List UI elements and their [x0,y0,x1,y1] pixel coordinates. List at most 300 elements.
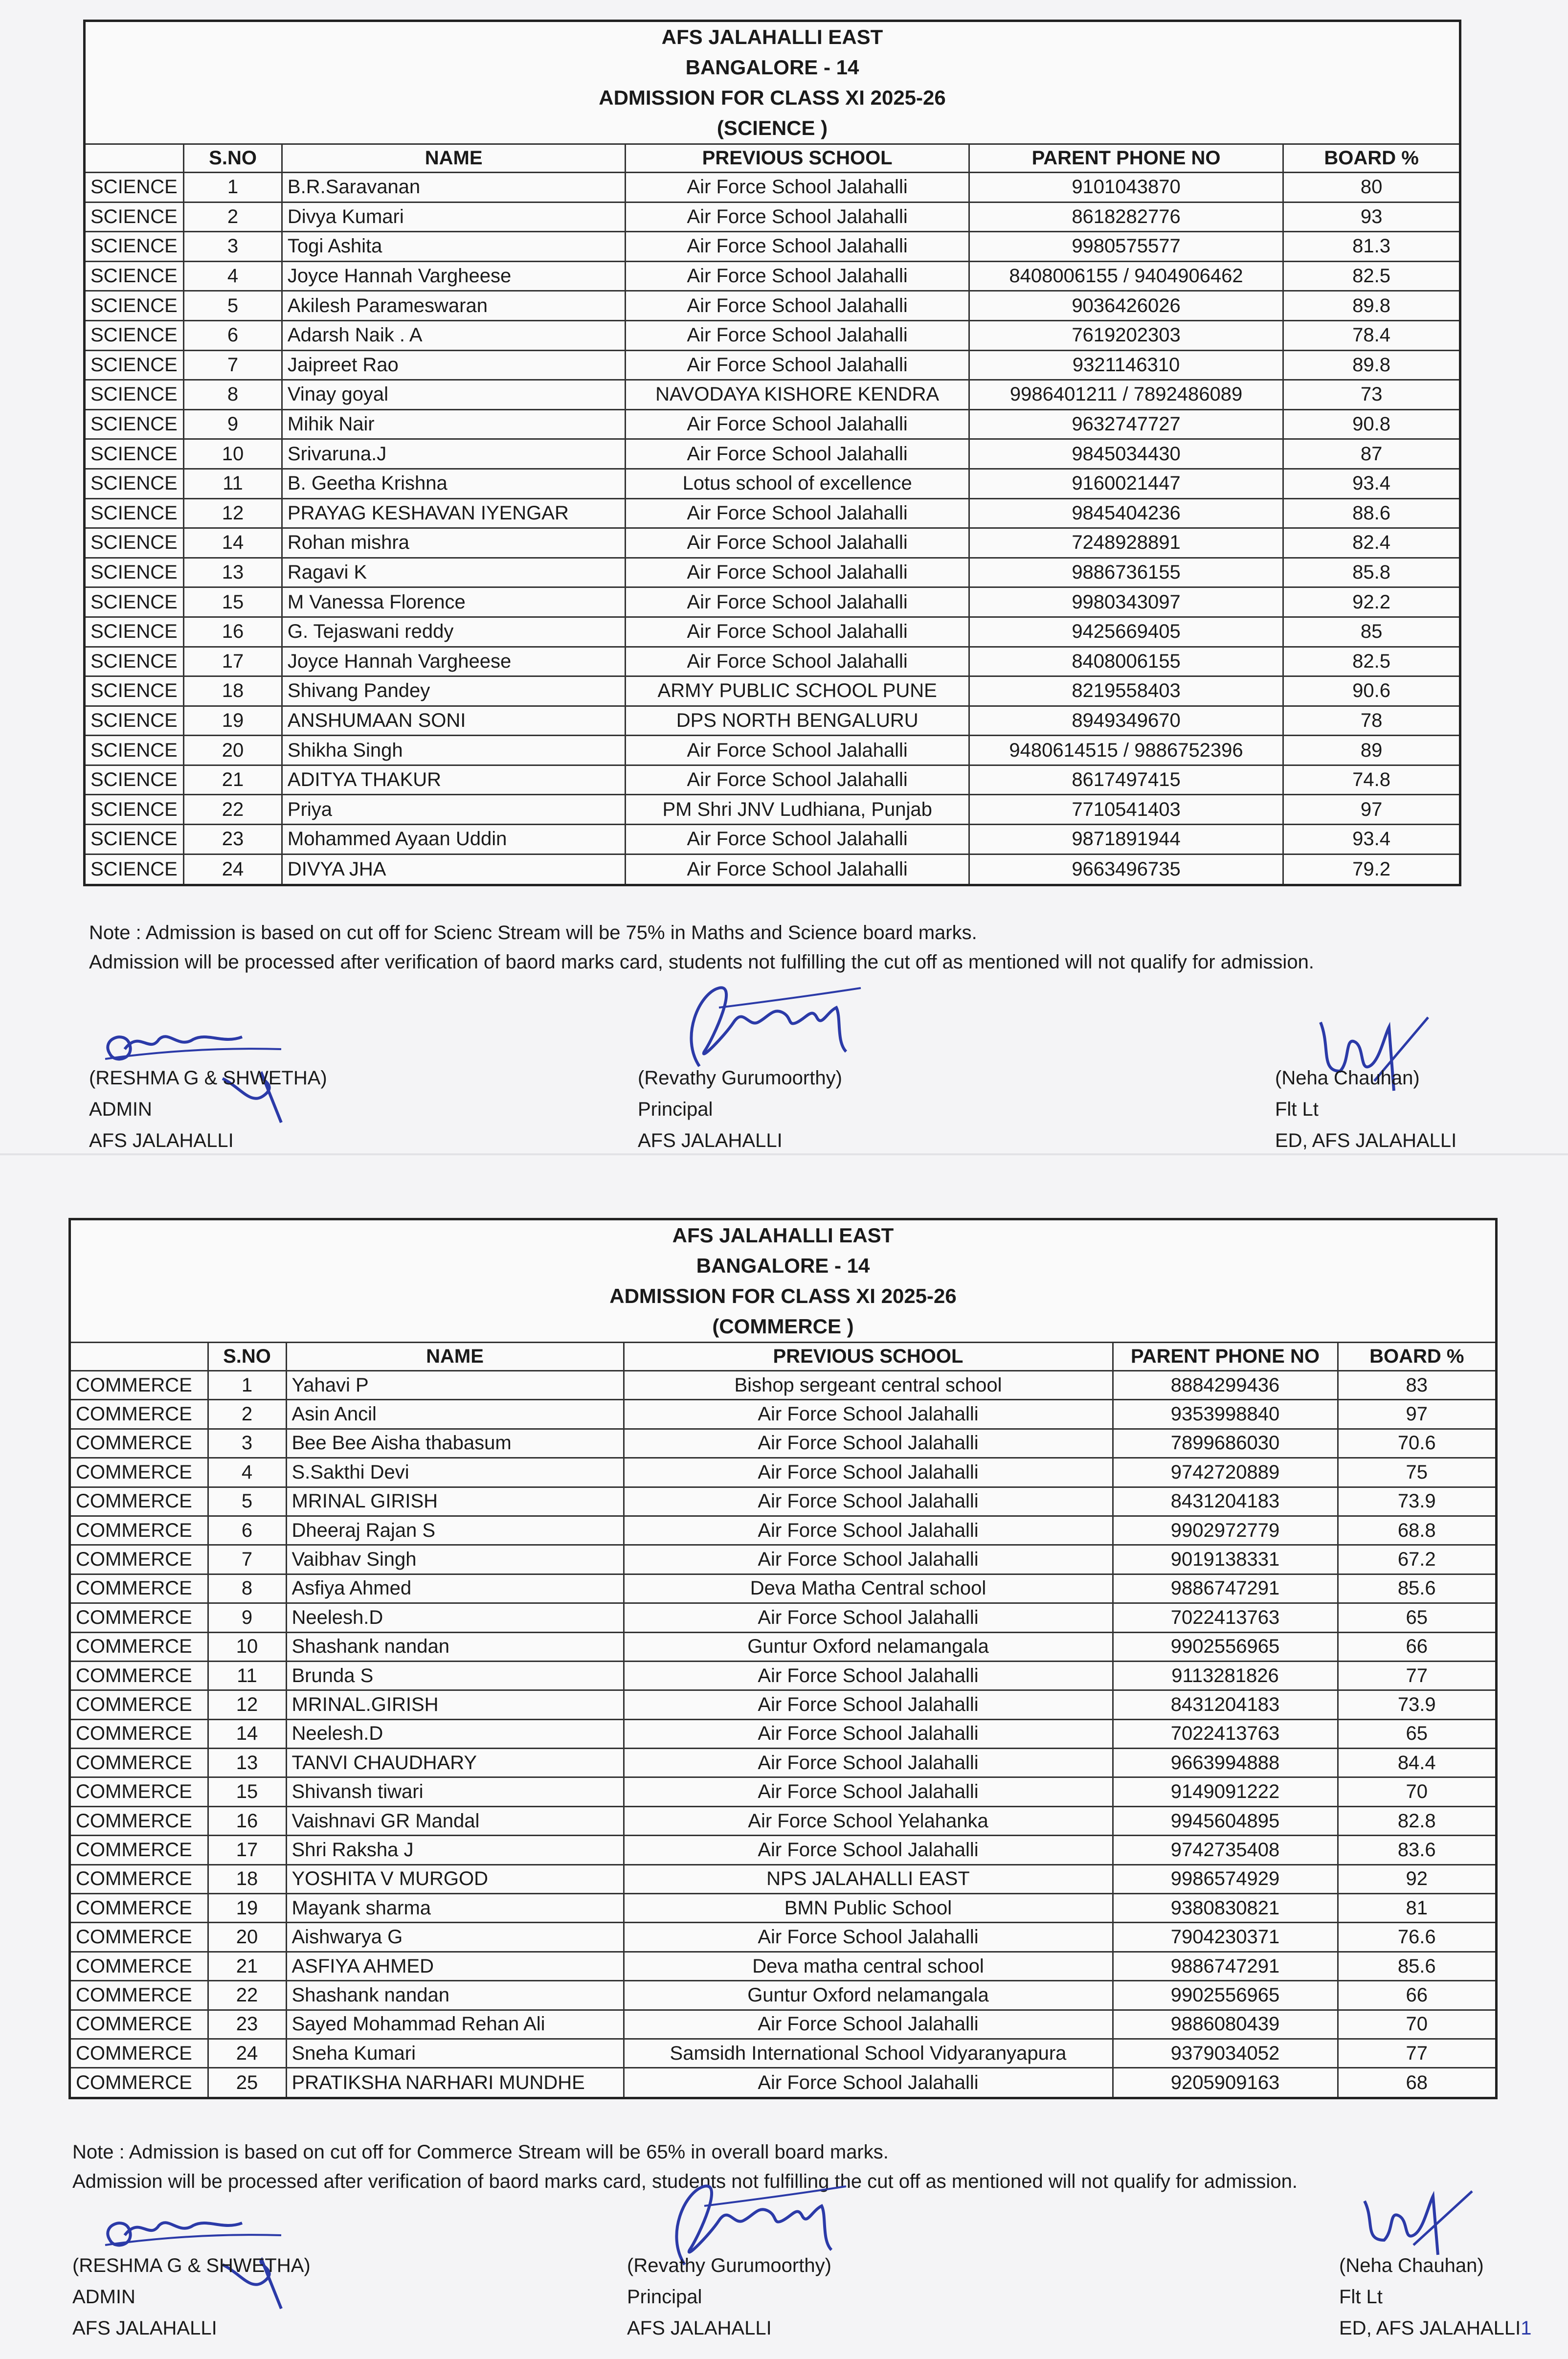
name-cell: Mohammed Ayaan Uddin [282,825,626,854]
previous-school-cell: Air Force School Jalahalli [624,1777,1113,1806]
table-row [71,1545,1495,1574]
table-row [86,795,1459,825]
principal-signatory [638,1062,842,1156]
signatory-role: Principal [638,1099,713,1120]
board-percent-cell: 87 [1283,439,1459,469]
board-percent-cell: 89.8 [1283,291,1459,321]
board-percent-cell: 85.6 [1338,1574,1495,1603]
board-percent-cell: 73.9 [1338,1487,1495,1516]
ed-signature-mark [1355,2162,1482,2257]
previous-school-cell: Air Force School Jalahalli [624,1690,1113,1719]
sno-cell: 24 [184,854,282,884]
parent-phone-cell: 8949349670 [969,706,1283,736]
signatory-name: (Neha Chauhan) [1275,1067,1420,1089]
table-row [86,291,1459,321]
science-table-body [86,173,1459,884]
sno-cell: 23 [208,2010,286,2039]
stream-cell: SCIENCE [86,320,184,350]
table-row [86,173,1459,202]
name-cell: Sneha Kumari [286,2039,624,2067]
name-cell: B.R.Saravanan [282,173,626,202]
table-row [86,647,1459,676]
board-percent-cell: 85 [1283,617,1459,647]
table-row [71,1981,1495,2010]
commerce-note-cutoff: Note : Admission is based on cut off for Commerce Stream will be 65% in overall board marks. [72,2141,889,2163]
parent-phone-cell: 9149091222 [1113,1777,1338,1806]
stream-cell: COMMERCE [71,1719,208,1748]
previous-school-cell: Air Force School Jalahalli [624,1603,1113,1632]
sno-cell: 16 [208,1806,286,1835]
col-previous-school: PREVIOUS SCHOOL [626,144,969,173]
signatory-org: AFS JALAHALLI [627,2317,772,2339]
board-percent-cell: 83.6 [1338,1836,1495,1865]
name-cell: S.Sakthi Devi [286,1458,624,1487]
sno-cell: 25 [208,2068,286,2097]
table-row [86,380,1459,410]
stream-cell: COMMERCE [71,1952,208,1980]
school-city: BANGALORE - 14 [685,56,859,79]
table-row [86,617,1459,647]
previous-school-cell: Bishop sergeant central school [624,1371,1113,1400]
parent-phone-cell: 9321146310 [969,350,1283,380]
sno-cell: 8 [208,1574,286,1603]
parent-phone-cell: 9036426026 [969,291,1283,321]
sno-cell: 5 [184,291,282,321]
name-cell: Asin Ancil [286,1400,624,1429]
board-percent-cell: 93 [1283,202,1459,232]
sno-cell: 13 [184,558,282,587]
table-row [71,1952,1495,1980]
col-stream [71,1343,208,1371]
table-row [86,439,1459,469]
stream-cell: COMMERCE [71,1632,208,1661]
parent-phone-cell: 9902972779 [1113,1516,1338,1545]
parent-phone-cell: 9945604895 [1113,1806,1338,1835]
name-cell: Shikha Singh [282,736,626,765]
name-cell: Shivang Pandey [282,676,626,706]
parent-phone-cell: 8408006155 [969,647,1283,676]
stream-cell: COMMERCE [71,1777,208,1806]
name-cell: Yahavi P [286,1371,624,1400]
board-percent-cell: 82.4 [1283,528,1459,558]
table-row [86,765,1459,795]
sno-cell: 15 [184,587,282,617]
table-row [71,2010,1495,2039]
previous-school-cell: Air Force School Jalahalli [626,261,969,291]
stream-cell: COMMERCE [71,1458,208,1487]
name-cell: PRATIKSHA NARHARI MUNDHE [286,2068,624,2097]
previous-school-cell: Air Force School Jalahalli [626,202,969,232]
ed-signatory [1275,1062,1456,1156]
board-percent-cell: 68 [1338,2068,1495,2097]
name-cell: Mihik Nair [282,409,626,439]
stream-cell: COMMERCE [71,1806,208,1835]
parent-phone-cell: 9871891944 [969,825,1283,854]
name-cell: Vaibhav Singh [286,1545,624,1574]
name-cell: Joyce Hannah Vargheese [282,647,626,676]
previous-school-cell: ARMY PUBLIC SCHOOL PUNE [626,676,969,706]
name-cell: ASFIYA AHMED [286,1952,624,1980]
parent-phone-cell: 7899686030 [1113,1429,1338,1458]
sno-cell: 16 [184,617,282,647]
stream-cell: COMMERCE [71,2039,208,2067]
table-row [71,1894,1495,1923]
commerce-admission-table [71,1342,1495,2097]
science-table-frame [83,20,1461,886]
table-row [71,1923,1495,1952]
sno-cell: 1 [208,1371,286,1400]
table-row [71,2039,1495,2067]
previous-school-cell: Air Force School Jalahalli [626,558,969,587]
previous-school-cell: Air Force School Jalahalli [624,1749,1113,1777]
parent-phone-cell: 9986401211 / 7892486089 [969,380,1283,410]
table-row [86,587,1459,617]
name-cell: ADITYA THAKUR [282,765,626,795]
sno-cell: 20 [208,1923,286,1952]
parent-phone-cell: 7619202303 [969,320,1283,350]
table-header-row [86,144,1459,173]
signatory-org [1339,2313,1532,2344]
board-percent-cell: 92 [1338,1865,1495,1893]
signatory-role: Flt Lt [1275,1099,1319,1120]
previous-school-cell: PM Shri JNV Ludhiana, Punjab [626,795,969,825]
sno-cell: 19 [184,706,282,736]
board-percent-cell: 79.2 [1283,854,1459,884]
sno-cell: 22 [208,1981,286,2010]
signatory-role: ADMIN [72,2286,135,2308]
stream-cell: SCIENCE [86,261,184,291]
previous-school-cell: Deva Matha Central school [624,1574,1113,1603]
sno-cell: 10 [208,1632,286,1661]
sno-cell: 14 [184,528,282,558]
commerce-header [71,1220,1495,1342]
board-percent-cell: 81 [1338,1894,1495,1923]
parent-phone-cell: 9101043870 [969,173,1283,202]
name-cell: Vinay goyal [282,380,626,410]
sno-cell: 8 [184,380,282,410]
parent-phone-cell: 9902556965 [1113,1632,1338,1661]
parent-phone-cell: 8219558403 [969,676,1283,706]
previous-school-cell: Air Force School Jalahalli [626,320,969,350]
previous-school-cell: Air Force School Jalahalli [624,1458,1113,1487]
table-row [86,498,1459,528]
stream-cell: SCIENCE [86,350,184,380]
stream-cell: COMMERCE [71,1574,208,1603]
name-cell: Togi Ashita [282,232,626,262]
board-percent-cell: 82.5 [1283,261,1459,291]
name-cell: Shri Raksha J [286,1836,624,1865]
sno-cell: 12 [208,1690,286,1719]
board-percent-cell: 73 [1283,380,1459,410]
previous-school-cell: Guntur Oxford nelamangala [624,1632,1113,1661]
previous-school-cell: Air Force School Jalahalli [624,1719,1113,1748]
board-percent-cell: 66 [1338,1981,1495,2010]
stream-cell: SCIENCE [86,469,184,498]
name-cell: Priya [282,795,626,825]
name-cell: Adarsh Naik . A [282,320,626,350]
parent-phone-cell: 9886080439 [1113,2010,1338,2039]
stream-cell: COMMERCE [71,1865,208,1893]
stream-cell: COMMERCE [71,1545,208,1574]
sno-cell: 2 [184,202,282,232]
name-cell: Shashank nandan [286,1981,624,2010]
sno-cell: 12 [184,498,282,528]
board-percent-cell: 90.8 [1283,409,1459,439]
parent-phone-cell: 9632747727 [969,409,1283,439]
signatory-name: (Revathy Gurumoorthy) [638,1067,842,1089]
previous-school-cell: Air Force School Jalahalli [624,1545,1113,1574]
signatory-role: Principal [627,2286,702,2308]
stream-cell: SCIENCE [86,647,184,676]
name-cell: Asfiya Ahmed [286,1574,624,1603]
stream-cell: SCIENCE [86,825,184,854]
parent-phone-cell: 8617497415 [969,765,1283,795]
signatory-org: AFS JALAHALLI [89,1130,234,1151]
table-row [71,1429,1495,1458]
name-cell: B. Geetha Krishna [282,469,626,498]
sno-cell: 2 [208,1400,286,1429]
parent-phone-cell: 7710541403 [969,795,1283,825]
name-cell: MRINAL.GIRISH [286,1690,624,1719]
board-percent-cell: 75 [1338,1458,1495,1487]
board-percent-cell: 93.4 [1283,825,1459,854]
school-name: AFS JALAHALLI EAST [672,1224,894,1247]
board-percent-cell: 67.2 [1338,1545,1495,1574]
board-percent-cell: 78.4 [1283,320,1459,350]
signatory-name: (Revathy Gurumoorthy) [627,2255,831,2276]
name-cell: Vaishnavi GR Mandal [286,1806,624,1835]
stream-cell: COMMERCE [71,1400,208,1429]
previous-school-cell: Air Force School Jalahalli [626,350,969,380]
stream-cell: SCIENCE [86,706,184,736]
name-cell: YOSHITA V MURGOD [286,1865,624,1893]
board-percent-cell: 70 [1338,1777,1495,1806]
board-percent-cell: 92.2 [1283,587,1459,617]
table-row [71,1516,1495,1545]
previous-school-cell: Air Force School Jalahalli [626,617,969,647]
parent-phone-cell: 9160021447 [969,469,1283,498]
stream-cell: SCIENCE [86,439,184,469]
previous-school-cell: Air Force School Jalahalli [626,825,969,854]
sno-cell: 11 [208,1661,286,1690]
previous-school-cell: Air Force School Jalahalli [626,854,969,884]
table-row [86,706,1459,736]
name-cell: Brunda S [286,1661,624,1690]
stream-cell: COMMERCE [71,1981,208,2010]
board-percent-cell: 85.6 [1338,1952,1495,1980]
table-row [86,854,1459,884]
board-percent-cell: 74.8 [1283,765,1459,795]
board-percent-cell: 80 [1283,173,1459,202]
sno-cell: 22 [184,795,282,825]
col-name: NAME [282,144,626,173]
sno-cell: 17 [208,1836,286,1865]
name-cell: Neelesh.D [286,1603,624,1632]
board-percent-cell: 81.3 [1283,232,1459,262]
sno-cell: 11 [184,469,282,498]
previous-school-cell: Air Force School Jalahalli [626,498,969,528]
stream-cell: COMMERCE [71,1894,208,1923]
board-percent-cell: 77 [1338,2039,1495,2067]
stream-cell: COMMERCE [71,1749,208,1777]
table-row [86,558,1459,587]
board-percent-cell: 68.8 [1338,1516,1495,1545]
col-parent-phone: PARENT PHONE NO [969,144,1283,173]
parent-phone-cell: 9663496735 [969,854,1283,884]
parent-phone-cell: 9886747291 [1113,1952,1338,1980]
previous-school-cell: Samsidh International School Vidyaranyapura [624,2039,1113,2067]
table-row [71,1603,1495,1632]
board-percent-cell: 82.8 [1338,1806,1495,1835]
board-percent-cell: 76.6 [1338,1923,1495,1952]
table-row [86,202,1459,232]
parent-phone-cell: 8884299436 [1113,1371,1338,1400]
stream-cell: SCIENCE [86,291,184,321]
stream-cell: COMMERCE [71,1371,208,1400]
stream-cell: SCIENCE [86,736,184,765]
parent-phone-cell: 8618282776 [969,202,1283,232]
sno-cell: 15 [208,1777,286,1806]
signatory-role: ADMIN [89,1099,152,1120]
board-percent-cell: 66 [1338,1632,1495,1661]
table-row [71,1400,1495,1429]
signatory-name: (Neha Chauhan) [1339,2255,1484,2276]
stream-cell: COMMERCE [71,1661,208,1690]
parent-phone-cell: 9742735408 [1113,1836,1338,1865]
sno-cell: 4 [184,261,282,291]
school-name: AFS JALAHALLI EAST [661,25,883,48]
stream-cell: COMMERCE [71,1690,208,1719]
sno-cell: 9 [184,409,282,439]
col-previous-school: PREVIOUS SCHOOL [624,1343,1113,1371]
table-row [71,2068,1495,2097]
parent-phone-cell: 9663994888 [1113,1749,1338,1777]
table-row [71,1632,1495,1661]
table-row [86,825,1459,854]
table-row [86,469,1459,498]
name-cell: PRAYAG KESHAVAN IYENGAR [282,498,626,528]
science-admission-table [86,143,1459,884]
stream-cell: SCIENCE [86,380,184,410]
sno-cell: 21 [208,1952,286,1980]
previous-school-cell: NAVODAYA KISHORE KENDRA [626,380,969,410]
name-cell: G. Tejaswani reddy [282,617,626,647]
name-cell: Akilesh Parameswaran [282,291,626,321]
stream-cell: COMMERCE [71,2010,208,2039]
sno-cell: 23 [184,825,282,854]
parent-phone-cell: 9845034430 [969,439,1283,469]
name-cell: Dheeraj Rajan S [286,1516,624,1545]
table-row [86,676,1459,706]
board-percent-cell: 77 [1338,1661,1495,1690]
sno-cell: 20 [184,736,282,765]
parent-phone-cell: 9205909163 [1113,2068,1338,2097]
admission-title: ADMISSION FOR CLASS XI 2025-26 [599,86,946,109]
stream-cell: COMMERCE [71,2068,208,2097]
stream-cell: SCIENCE [86,558,184,587]
admin-signatory [72,2250,311,2344]
table-row [86,350,1459,380]
table-header-row [71,1343,1495,1371]
sno-cell: 19 [208,1894,286,1923]
board-percent-cell: 70 [1338,2010,1495,2039]
previous-school-cell: Guntur Oxford nelamangala [624,1981,1113,2010]
table-row [71,1690,1495,1719]
board-percent-cell: 93.4 [1283,469,1459,498]
previous-school-cell: Air Force School Jalahalli [624,1487,1113,1516]
board-percent-cell: 89.8 [1283,350,1459,380]
parent-phone-cell: 8431204183 [1113,1690,1338,1719]
sno-cell: 7 [208,1545,286,1574]
science-note [89,918,1314,977]
stream-label: (COMMERCE ) [712,1315,854,1338]
signatory-org: AFS JALAHALLI [638,1130,783,1151]
signatory-org-text: ED, AFS JALAHALLI [1339,2317,1521,2339]
signatory-org: ED, AFS JALAHALLI [1275,1130,1457,1151]
parent-phone-cell: 9742720889 [1113,1458,1338,1487]
board-percent-cell: 97 [1283,795,1459,825]
sno-cell: 3 [184,232,282,262]
previous-school-cell: Air Force School Jalahalli [626,439,969,469]
parent-phone-cell: 7022413763 [1113,1719,1338,1748]
sno-cell: 21 [184,765,282,795]
parent-phone-cell: 9353998840 [1113,1400,1338,1429]
commerce-table-frame [68,1218,1498,2099]
stream-cell: SCIENCE [86,676,184,706]
previous-school-cell: Air Force School Jalahalli [624,1836,1113,1865]
previous-school-cell: Air Force School Jalahalli [626,528,969,558]
sno-cell: 4 [208,1458,286,1487]
previous-school-cell: Air Force School Jalahalli [626,173,969,202]
parent-phone-cell: 9902556965 [1113,1981,1338,2010]
parent-phone-cell: 7248928891 [969,528,1283,558]
stream-cell: SCIENCE [86,765,184,795]
page-number: 1 [1521,2317,1532,2339]
table-row [86,409,1459,439]
stream-cell: COMMERCE [71,1516,208,1545]
name-cell: Aishwarya G [286,1923,624,1952]
name-cell: Rohan mishra [282,528,626,558]
table-row [86,261,1459,291]
table-row [71,1777,1495,1806]
table-row [86,232,1459,262]
parent-phone-cell: 9986574929 [1113,1865,1338,1893]
col-sno: S.NO [208,1343,286,1371]
col-sno: S.NO [184,144,282,173]
stream-cell: SCIENCE [86,498,184,528]
table-row [86,736,1459,765]
col-board-percent: BOARD % [1283,144,1459,173]
stream-cell: SCIENCE [86,202,184,232]
previous-school-cell: Lotus school of excellence [626,469,969,498]
previous-school-cell: Air Force School Yelahanka [624,1806,1113,1835]
table-row [71,1749,1495,1777]
table-row [71,1487,1495,1516]
previous-school-cell: Air Force School Jalahalli [624,1923,1113,1952]
stream-cell: SCIENCE [86,528,184,558]
board-percent-cell: 83 [1338,1371,1495,1400]
table-row [71,1719,1495,1748]
board-percent-cell: 84.4 [1338,1749,1495,1777]
parent-phone-cell: 9886736155 [969,558,1283,587]
commerce-table-body [71,1371,1495,2097]
science-note-cutoff: Note : Admission is based on cut off for Scienc Stream will be 75% in Maths and Science board marks. [89,922,977,944]
board-percent-cell: 65 [1338,1719,1495,1748]
previous-school-cell: DPS NORTH BENGALURU [626,706,969,736]
previous-school-cell: Air Force School Jalahalli [626,409,969,439]
previous-school-cell: Air Force School Jalahalli [626,765,969,795]
board-percent-cell: 97 [1338,1400,1495,1429]
